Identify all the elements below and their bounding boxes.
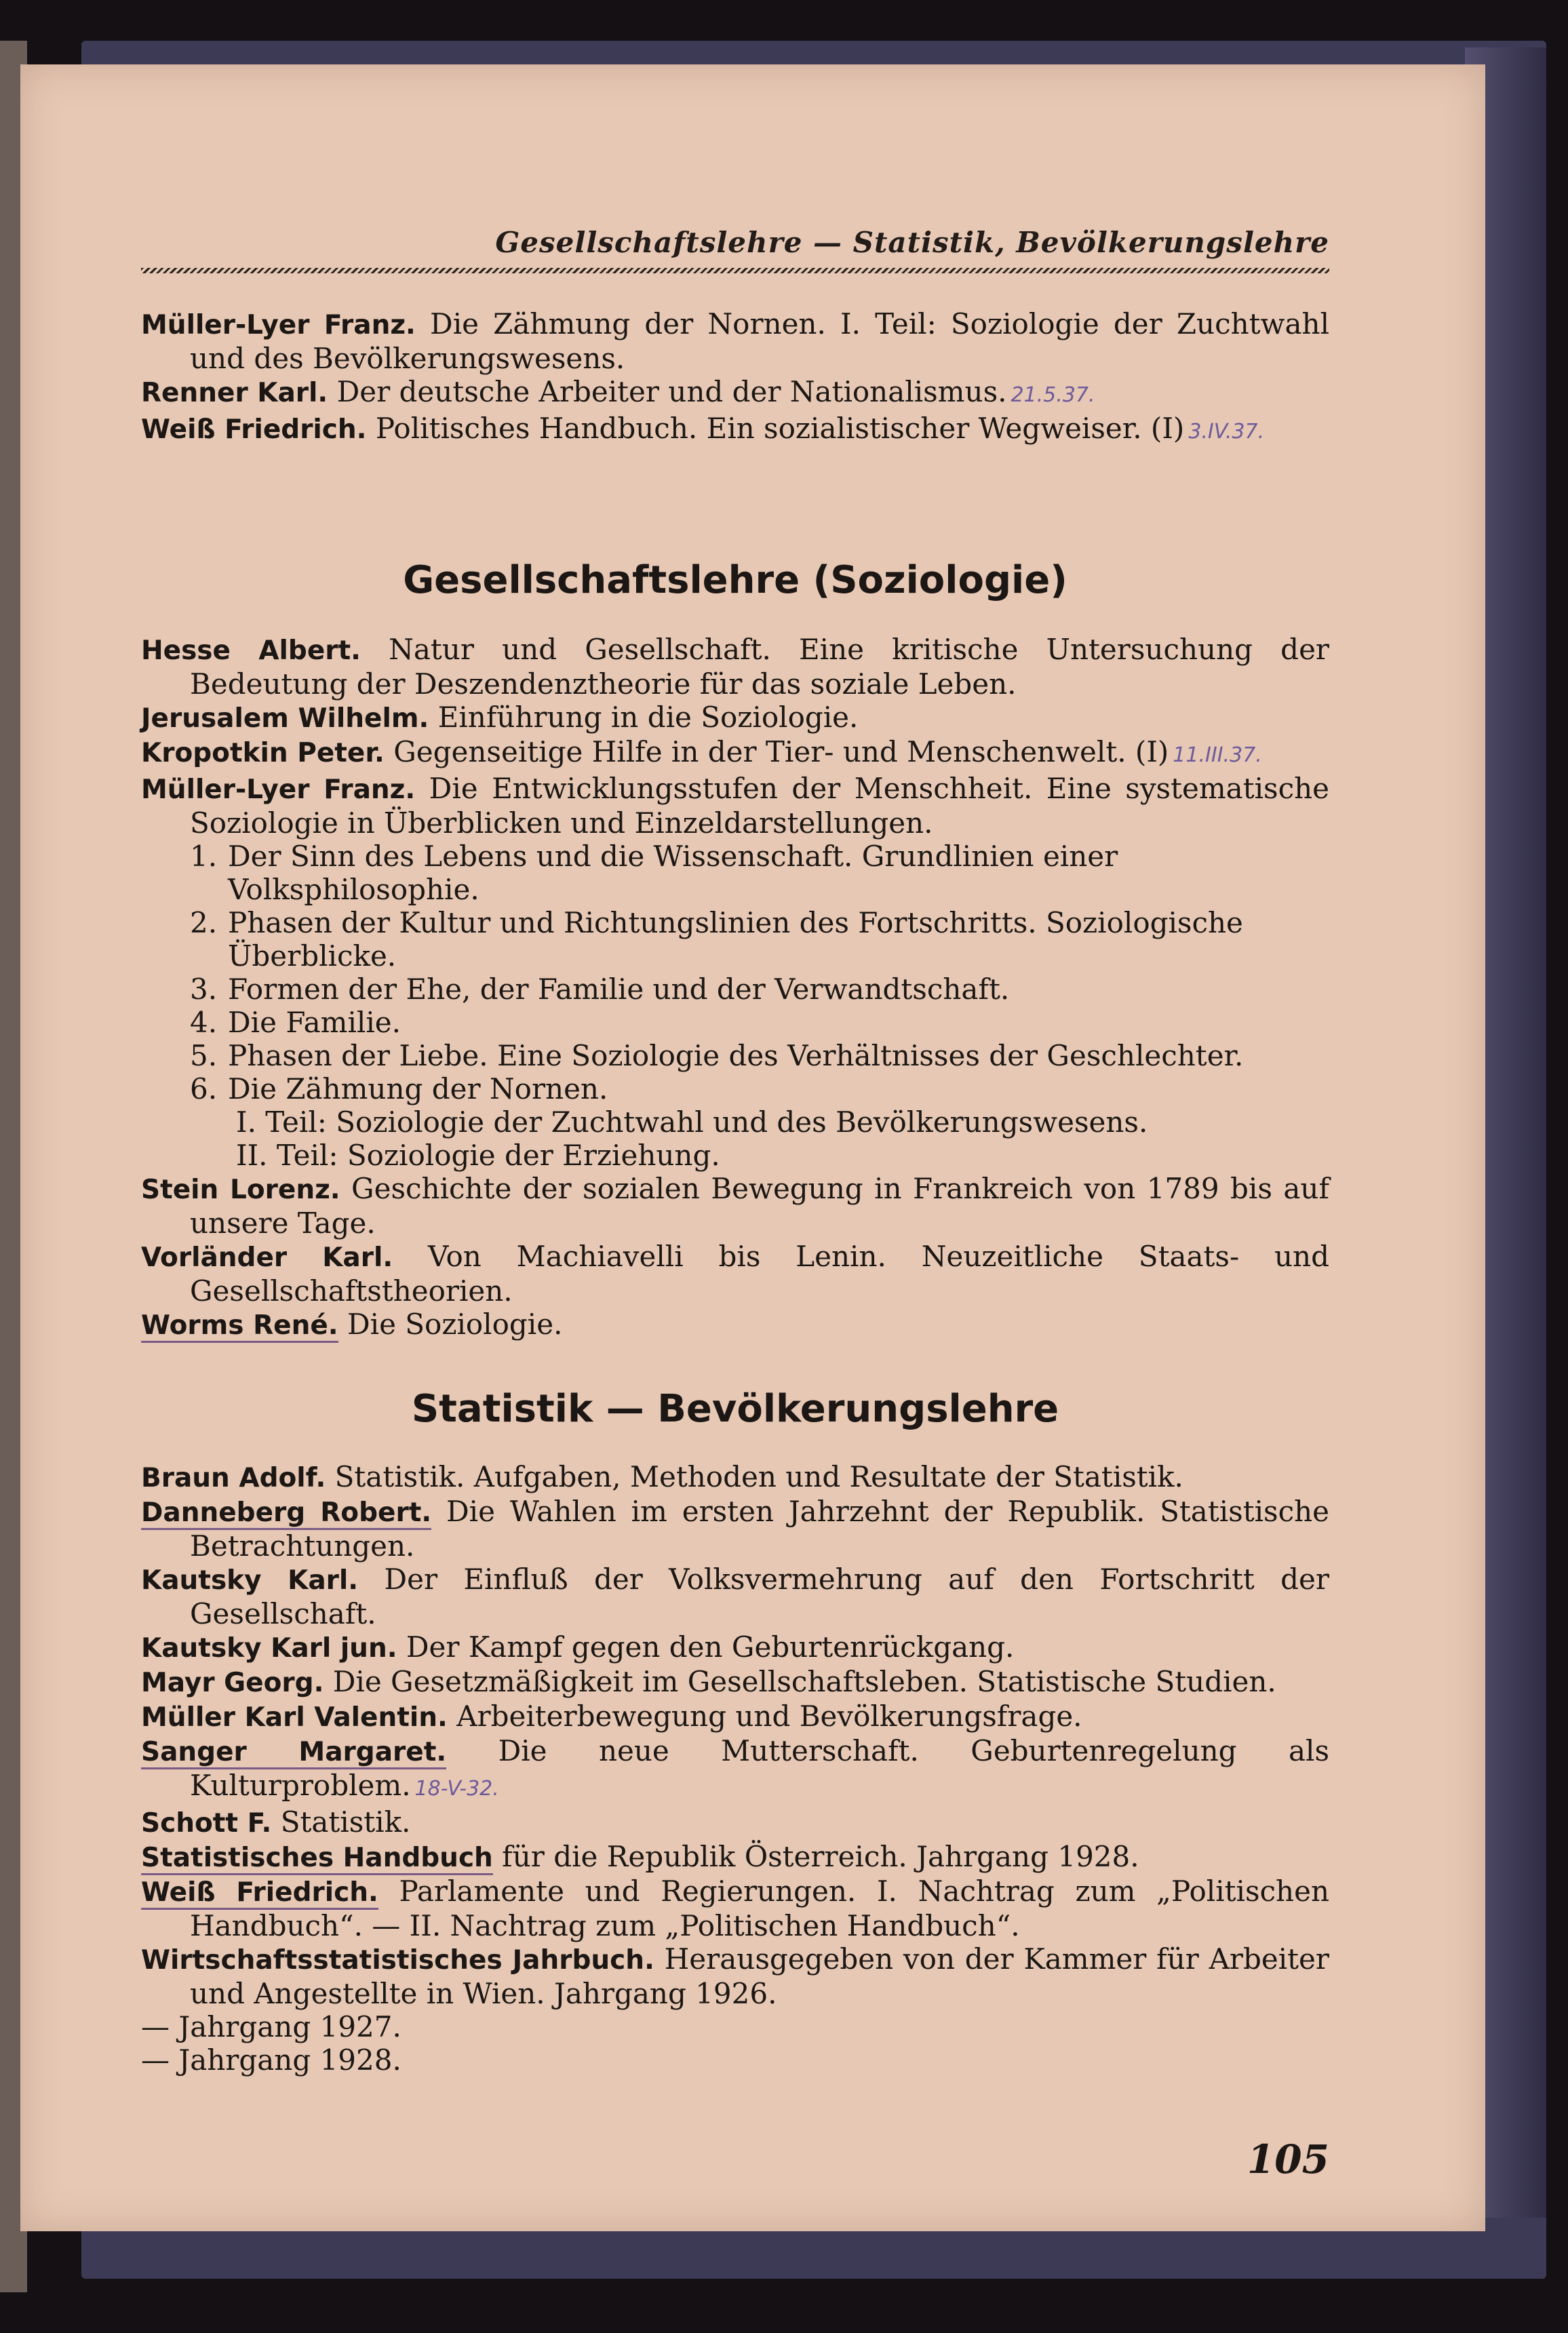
bib-entry: Danneberg Robert. Die Wahlen im ersten Jahrzehnt der Republik. Statistische Betrachtungen. [141, 1495, 1329, 1563]
handwritten-note: 18-V-32. [414, 1777, 499, 1801]
bib-entry: Müller-Lyer Franz. Die Zähmung der Nornen. I. Teil: Soziologie der Zuchtwahl und des Bevölkerungswesens. [141, 307, 1330, 375]
bib-entry: — Jahrgang 1928. [141, 2043, 401, 2077]
volume-part: II. Teil: Soziologie der Erziehung. [236, 1139, 720, 1172]
volume-item: 4. Die Familie. [190, 1006, 401, 1039]
bib-entry: Wirtschaftsstatistisches Jahrbuch. Herausgegeben von der Kammer für Arbeiter und Angestellte in Wien. Jahrgang 1926. [141, 1942, 1329, 2010]
header-rule [141, 268, 1329, 273]
bib-entry: Mayr Georg. Die Gesetzmäßigkeit im Gesellschaftsleben. Statistische Studien. [141, 1665, 1276, 1698]
book-page [20, 64, 1485, 2231]
running-head: Gesellschaftslehre — Statistik, Bevölkerungslehre [495, 226, 1329, 259]
volume-part: I. Teil: Soziologie der Zuchtwahl und des Bevölkerungswesens. [236, 1105, 1148, 1139]
section-title-statistik: Statistik — Bevölkerungslehre [411, 1387, 1059, 1431]
handwritten-note: 3.IV.37. [1188, 420, 1265, 444]
bib-entry: — Jahrgang 1927. [141, 2010, 401, 2043]
bib-entry: Schott F. Statistik. [141, 1805, 411, 1839]
bib-entry: Sanger Margaret. Die neue Mutterschaft. Geburtenregelung als Kulturproblem. 18-V-32. [141, 1734, 1329, 1802]
bib-entry: Kautsky Karl. Der Einfluß der Volksvermehrung auf den Fortschritt der Gesellschaft. [141, 1563, 1329, 1630]
bib-entry: Kautsky Karl jun. Der Kampf gegen den Geburtenrückgang. [141, 1630, 1015, 1664]
volume-item: 5. Phasen der Liebe. Eine Soziologie des Verhältnisses der Geschlechter. [190, 1039, 1244, 1072]
bib-entry: Statistisches Handbuch für die Republik Österreich. Jahrgang 1928. [141, 1840, 1329, 1875]
volume-item: 3. Formen der Ehe, der Familie und der Verwandtschaft. [190, 973, 1010, 1006]
volume-item: 2. Phasen der Kultur und Richtungslinien des Fortschritts. Soziologische Überblicke. [190, 906, 1243, 973]
volume-item: 1. Der Sinn des Lebens und die Wissenschaft. Grundlinien einer Volksphilosophie. [190, 840, 1118, 906]
bib-entry: Renner Karl. Der deutsche Arbeiter und der Nationalismus. 21.5.37. [141, 375, 1095, 408]
section-title-soziologie: Gesellschaftslehre (Soziologie) [403, 558, 1067, 602]
handwritten-note: 11.III.37. [1173, 743, 1262, 767]
bib-entry: Vorländer Karl. Von Machiavelli bis Lenin. Neuzeitliche Staats- und Gesellschaftstheorien. [141, 1240, 1329, 1308]
section2-entries [141, 1460, 1329, 2077]
intro-entries [141, 307, 1329, 448]
bib-entry: Stein Lorenz. Geschichte der sozialen Bewegung in Frankreich von 1789 bis auf unsere Tage. [141, 1172, 1329, 1240]
handwritten-note: 21.5.37. [1011, 383, 1095, 407]
bib-entry: Weiß Friedrich. Politisches Handbuch. Ein sozialistischer Wegweiser. (I) 3.IV.37. [141, 412, 1265, 445]
bib-entry: Müller Karl Valentin. Arbeiterbewegung und Bevölkerungsfrage. [141, 1700, 1082, 1733]
bib-entry: Weiß Friedrich. Parlamente und Regierungen. I. Nachtrag zum „Politischen Handbuch“. — II. Nachtrag zum „Politischen Handbuch“. [141, 1875, 1329, 1942]
volume-item: 6. Die Zähmung der Nornen. [190, 1072, 608, 1105]
section1-entries [141, 633, 1329, 1342]
bib-entry: Hesse Albert. Natur und Gesellschaft. Eine kritische Untersuchung der Bedeutung der Deszendenztheorie für das soziale Leben. [141, 633, 1329, 701]
bib-entry: Kropotkin Peter. Gegenseitige Hilfe in der Tier- und Menschenwelt. (I) 11.III.37. [141, 735, 1262, 768]
page-number: 105 [1247, 2136, 1329, 2182]
bib-entry: Braun Adolf. Statistik. Aufgaben, Methoden und Resultate der Statistik. [141, 1460, 1183, 1493]
bib-entry: Jerusalem Wilhelm. Einführung in die Soziologie. [141, 701, 859, 734]
bib-entry: Müller-Lyer Franz. Die Entwicklungsstufen der Menschheit. Eine systematische Soziologie in Überblicken und Einzeldarstellungen. [141, 772, 1330, 840]
bib-entry: Worms René. Die Soziologie. [141, 1308, 1329, 1342]
